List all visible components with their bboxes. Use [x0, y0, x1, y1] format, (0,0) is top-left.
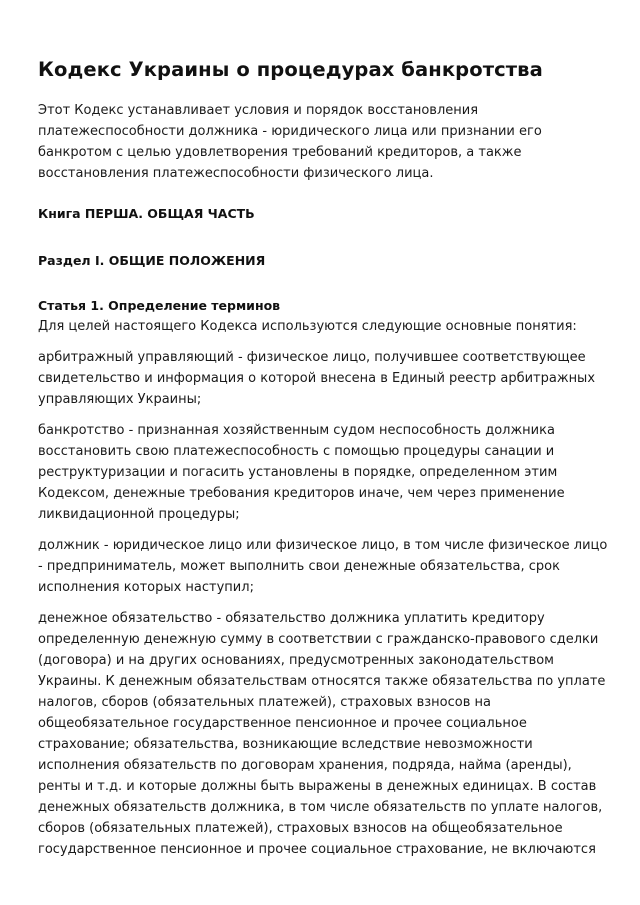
document-title: Кодекс Украины о процедурах банкротства — [38, 58, 543, 81]
article-1 — [38, 296, 608, 860]
article-lead: Для целей настоящего Кодекса используются следующие основные понятия: — [38, 319, 577, 334]
book-heading: Книга ПЕРША. ОБЩАЯ ЧАСТЬ — [38, 206, 255, 221]
term-definition-monetary-obligation: денежное обязательство - обязательство должника уплатить кредитору определенную денежную сумму в соответствии с гражданско-правового сделки (договора) и на других основаниях, предусмотренных законодательством Украины. К денежным обязательствам относятся также обязательства по уплате налогов, сборов (обязательных платежей), страховых взносов на общеобязательное государственное пенсионное и прочее социальное страхование; обязательства, возникающие вследствие невозможности исполнения обязательств по договорам хранения, подряда, найма (аренды), ренты и т.д. и которые должны быть выражены в денежных единицах. В состав денежных обязательств должника, в том числе обязательств по уплате налогов, сборов (обязательных платежей), страховых взносов на общеобязательное государственное пенсионное и прочее социальное страхование, не включаются — [38, 611, 606, 857]
term-definition-bankruptcy: банкротство - признанная хозяйственным судом неспособность должника восстановить свою платежеспособность с помощью процедуры санации и реструктуризации и погасить установлены в порядке, определенном этим Кодексом, денежные требования кредиторов иначе, чем через применение ликвидационной процедуры; — [38, 423, 565, 522]
section-heading: Раздел I. ОБЩИЕ ПОЛОЖЕНИЯ — [38, 253, 266, 268]
intro-paragraph: Этот Кодекс устанавливает условия и порядок восстановления платежеспособности должника - юридического лица или признании его банкротом с целью удовлетворения требований кредиторов, а также восстановления платежеспособности физического лица. — [38, 103, 542, 181]
article-title: Статья 1. Определение терминов — [38, 298, 281, 313]
term-definition-debtor: должник - юридическое лицо или физическое лицо, в том числе физическое лицо - предприниматель, может выполнить свои денежные обязательства, срок исполнения которых наступил; — [38, 538, 608, 595]
term-definition-arbitration-manager: арбитражный управляющий - физическое лицо, получившее соответствующее свидетельство и информация о которой внесена в Единый реестр арбитражных управляющих Украины; — [38, 350, 596, 407]
